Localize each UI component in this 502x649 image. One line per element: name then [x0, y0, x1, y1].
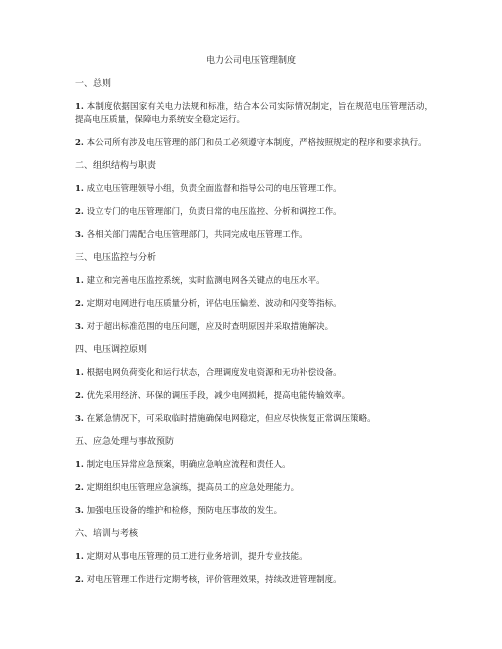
clause-number: 1. [75, 276, 84, 286]
clause [75, 298, 433, 311]
clause-number: 3. [75, 230, 84, 240]
clause-number: 3. [75, 506, 84, 516]
section-heading: 三、电压监控与分析 [75, 253, 157, 263]
section-regulation [75, 344, 433, 426]
clause-number: 2. [75, 138, 84, 148]
section-training [75, 528, 433, 587]
clause-text: 优先采用经济、环保的调压手段，减少电网损耗，提高电能传输效率。 [86, 391, 351, 401]
section-heading: 五、应急处理与事故预防 [75, 437, 175, 447]
clause [75, 229, 433, 242]
section-emergency [75, 436, 433, 518]
clause-number: 3. [75, 414, 84, 424]
clause [75, 206, 433, 219]
clause [75, 390, 433, 403]
clause-text: 定期组织电压管理应急演练，提高员工的应急处理能力。 [86, 483, 300, 493]
clause-number: 2. [75, 391, 84, 401]
clause-number: 2. [75, 207, 84, 217]
clause-number: 2. [75, 299, 84, 309]
clause [75, 275, 433, 288]
clause-text: 本公司所有涉及电压管理的部门和员工必须遵守本制度，严格按照规定的程序和要求执行。 [86, 138, 427, 148]
section-monitoring [75, 252, 433, 334]
clause [75, 367, 433, 380]
clause-number: 1. [75, 552, 84, 562]
clause [75, 551, 433, 564]
section-heading: 二、组织结构与职责 [75, 161, 157, 171]
section-heading: 一、总则 [75, 79, 112, 89]
clause [75, 482, 433, 495]
clause-number: 3. [75, 322, 84, 332]
document-title: 电力公司电压管理制度 [205, 56, 296, 66]
clause-text: 建立和完善电压监控系统，实时监测电网各关键点的电压水平。 [86, 276, 325, 286]
clause-text: 在紧急情况下，可采取临时措施确保电网稳定，但应尽快恢复正常调压策略。 [86, 414, 376, 424]
clause-number: 2. [75, 483, 84, 493]
clause-number: 1. [75, 102, 84, 112]
clause-text: 各相关部门需配合电压管理部门，共同完成电压管理工作。 [86, 230, 308, 240]
clause-text: 设立专门的电压管理部门，负责日常的电压监控、分析和调控工作。 [86, 207, 342, 217]
section-heading: 四、电压调控原则 [75, 345, 148, 355]
clause [75, 183, 433, 196]
clause-text: 对电压管理工作进行定期考核，评价管理效果，持续改进管理制度。 [86, 575, 342, 585]
clause-number: 1. [75, 460, 84, 470]
clause-number: 1. [75, 368, 84, 378]
clause [75, 101, 433, 127]
clause [75, 574, 433, 587]
clause [75, 459, 433, 472]
clause-text: 加强电压设备的维护和检修，预防电压事故的发生。 [86, 506, 283, 516]
clause [75, 137, 433, 150]
section-general [75, 78, 433, 150]
section-organization [75, 160, 433, 242]
clause [75, 505, 433, 518]
section-heading: 六、培训与考核 [75, 529, 139, 539]
clause-text: 定期对从事电压管理的员工进行业务培训，提升专业技能。 [86, 552, 308, 562]
clause-text: 本制度依据国家有关电力法规和标准，结合本公司实际情况制定，旨在规范电压管理活动，提高电压质量，保障电力系统安全稳定运行。 [75, 102, 434, 125]
document-body [75, 78, 433, 597]
clause-number: 2. [75, 575, 84, 585]
clause-text: 根据电网负荷变化和运行状态，合理调度发电资源和无功补偿设备。 [86, 368, 342, 378]
clause-number: 1. [75, 184, 84, 194]
clause [75, 321, 433, 334]
clause [75, 413, 433, 426]
clause-text: 成立电压管理领导小组，负责全面监督和指导公司的电压管理工作。 [86, 184, 342, 194]
clause-text: 对于超出标准范围的电压问题，应及时查明原因并采取措施解决。 [86, 322, 334, 332]
clause-text: 制定电压异常应急预案，明确应急响应流程和责任人。 [86, 460, 291, 470]
clause-text: 定期对电网进行电压质量分析，评估电压偏差、波动和闪变等指标。 [86, 299, 342, 309]
